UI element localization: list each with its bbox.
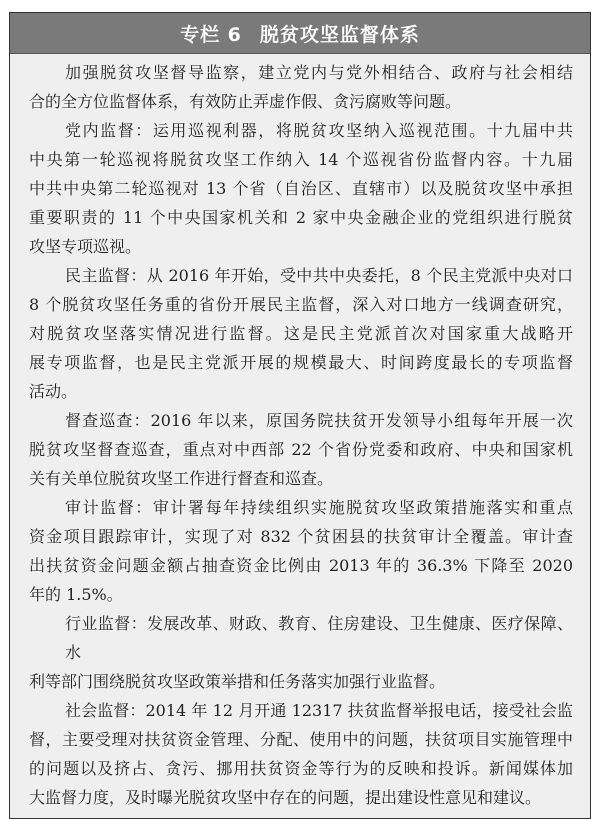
box-body	[10, 54, 590, 818]
text-line: 社会监督：2014 年 12 月开通 12317 扶贫监督举报电话，接受社会监	[65, 701, 573, 720]
paragraph	[29, 58, 574, 116]
text-line: 活动。	[29, 382, 78, 401]
text-line: 合的全方位监督体系，有效防止弄虚作假、贪污腐败等问题。	[29, 92, 462, 111]
text-line: 中央第一轮巡视将脱贫攻坚工作纳入 14 个巡视省份监督内容。十九届	[29, 150, 573, 169]
paragraph	[29, 261, 574, 406]
text-line: 攻坚专项巡视。	[29, 237, 142, 256]
text-line: 民主监督：从 2016 年开始，受中共中央委托，8 个民主党派中央对口	[65, 266, 573, 285]
text-line: 展专项监督，也是民主党派开展的规模最大、时间跨度最长的专项监督	[29, 353, 573, 372]
text-line: 对脱贫攻坚落实情况进行监督。这是民主党派首次对国家重大战略开	[29, 324, 573, 343]
text-line: 中共中央第二轮巡视对 13 个省（自治区、直辖市）以及脱贫攻坚中承担	[29, 179, 573, 198]
box-header	[10, 13, 590, 54]
text-line: 重要职责的 11 个中央国家机关和 2 家中央金融企业的党组织进行脱贫	[29, 208, 573, 227]
text-line: 的问题以及挤占、贪污、挪用扶贫资金等行为的反映和投诉。新闻媒体加	[29, 759, 573, 778]
text-line: 行业监督：发展改革、财政、教育、住房建设、卫生健康、医疗保障、水	[65, 614, 573, 662]
text-line: 年的 1.5%。	[29, 585, 123, 604]
text-line: 资金项目跟踪审计，实现了对 832 个贫困县的扶贫审计全覆盖。审计查	[29, 527, 573, 546]
text-line: 利等部门围绕脱贫攻坚政策举措和任务落实加强行业监督。	[29, 672, 446, 691]
paragraph	[29, 116, 574, 261]
text-line: 脱贫攻坚督查巡查，重点对中西部 22 个省份党委和政府、中央和国家机	[29, 440, 573, 459]
sidebar-box	[9, 12, 591, 819]
box-title: 脱贫攻坚监督体系	[259, 23, 420, 46]
text-line: 出扶贫资金问题金额占抽查资金比例由 2013 年的 36.3% 下降至 2020	[29, 556, 573, 575]
paragraph	[29, 493, 574, 609]
text-line: 8 个脱贫攻坚任务重的省份开展民主监督，深入对口地方一线调查研究，	[29, 295, 573, 314]
text-line: 关有关单位脱贫攻坚工作进行督查和巡查。	[29, 469, 334, 488]
text-line: 大监督力度，及时曝光脱贫攻坚中存在的问题，提出建设性意见和建议。	[29, 788, 542, 807]
text-line: 党内监督：运用巡视利器，将脱贫攻坚纳入巡视范围。十九届中共	[65, 121, 573, 140]
text-line: 督，主要受理对扶贫资金管理、分配、使用中的问题，扶贫项目实施管理中	[29, 730, 573, 749]
paragraph	[29, 609, 574, 696]
text-line: 审计监督：审计署每年持续组织实施脱贫攻坚政策措施落实和重点	[65, 498, 573, 517]
text-line: 督查巡查：2016 年以来，原国务院扶贫开发领导小组每年开展一次	[65, 411, 573, 430]
text-line: 加强脱贫攻坚督导监察，建立党内与党外相结合、政府与社会相结	[65, 63, 573, 82]
box-number: 专栏 6	[180, 23, 242, 46]
paragraph	[29, 406, 574, 493]
paragraph	[29, 696, 574, 812]
